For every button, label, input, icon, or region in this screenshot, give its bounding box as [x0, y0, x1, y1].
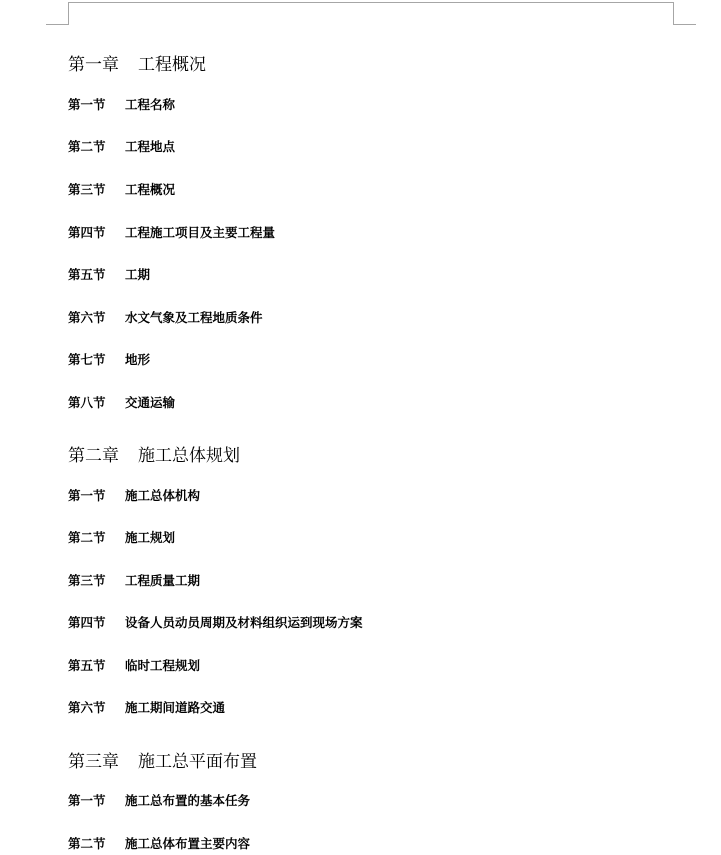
- toc-section[interactable]: [68, 350, 150, 368]
- section-number: 第二节: [68, 530, 106, 545]
- section-number: 第四节: [68, 225, 106, 240]
- section-title: 施工总布置的基本任务: [125, 793, 251, 808]
- toc-section[interactable]: [68, 393, 175, 411]
- toc-section[interactable]: [68, 486, 200, 504]
- toc-section[interactable]: [68, 613, 363, 631]
- page-corner-mark-left: [46, 2, 69, 25]
- toc-chapter[interactable]: [68, 441, 240, 466]
- section-title: 工程质量工期: [125, 573, 201, 588]
- section-title: 工程概况: [125, 182, 176, 197]
- section-number: 第五节: [68, 267, 106, 282]
- section-title: 施工规划: [125, 530, 176, 545]
- toc-section[interactable]: [68, 265, 150, 283]
- chapter-title: 施工总平面布置: [138, 752, 257, 772]
- toc-chapter[interactable]: [68, 50, 206, 75]
- section-title: 工程名称: [125, 97, 176, 112]
- section-number: 第六节: [68, 700, 106, 715]
- section-number: 第六节: [68, 310, 106, 325]
- section-title: 水文气象及工程地质条件: [125, 310, 263, 325]
- section-title: 交通运输: [125, 395, 176, 410]
- chapter-number: 第二章: [68, 446, 119, 466]
- toc-section[interactable]: [68, 137, 175, 155]
- section-number: 第一节: [68, 97, 106, 112]
- section-title: 地形: [125, 352, 151, 367]
- section-title: 施工总体布置主要内容: [125, 836, 251, 851]
- toc-section[interactable]: [68, 223, 275, 241]
- page-corner-mark-right: [673, 2, 696, 25]
- toc-section[interactable]: [68, 791, 250, 809]
- chapter-number: 第一章: [68, 55, 119, 75]
- section-title: 设备人员动员周期及材料组织运到现场方案: [125, 615, 363, 630]
- toc-section[interactable]: [68, 95, 175, 113]
- chapter-number: 第三章: [68, 752, 119, 772]
- section-title: 工程施工项目及主要工程量: [125, 225, 276, 240]
- section-title: 工期: [125, 267, 151, 282]
- section-title: 施工总体机构: [125, 488, 201, 503]
- section-number: 第五节: [68, 658, 106, 673]
- toc-chapter[interactable]: [68, 747, 257, 772]
- page-top-margin-line: [69, 2, 673, 3]
- section-title: 施工期间道路交通: [125, 700, 226, 715]
- section-title: 工程地点: [125, 139, 176, 154]
- toc-section[interactable]: [68, 656, 200, 674]
- chapter-title: 施工总体规划: [138, 446, 240, 466]
- toc-section[interactable]: [68, 571, 200, 589]
- section-number: 第三节: [68, 573, 106, 588]
- section-number: 第四节: [68, 615, 106, 630]
- toc-section[interactable]: [68, 528, 175, 546]
- section-number: 第二节: [68, 836, 106, 851]
- section-title: 临时工程规划: [125, 658, 201, 673]
- section-number: 第七节: [68, 352, 106, 367]
- section-number: 第一节: [68, 793, 106, 808]
- chapter-title: 工程概况: [138, 55, 206, 75]
- toc-section[interactable]: [68, 698, 225, 716]
- section-number: 第八节: [68, 395, 106, 410]
- toc-section[interactable]: [68, 308, 263, 326]
- toc-section[interactable]: [68, 180, 175, 198]
- section-number: 第一节: [68, 488, 106, 503]
- section-number: 第三节: [68, 182, 106, 197]
- section-number: 第二节: [68, 139, 106, 154]
- toc-section[interactable]: [68, 834, 250, 852]
